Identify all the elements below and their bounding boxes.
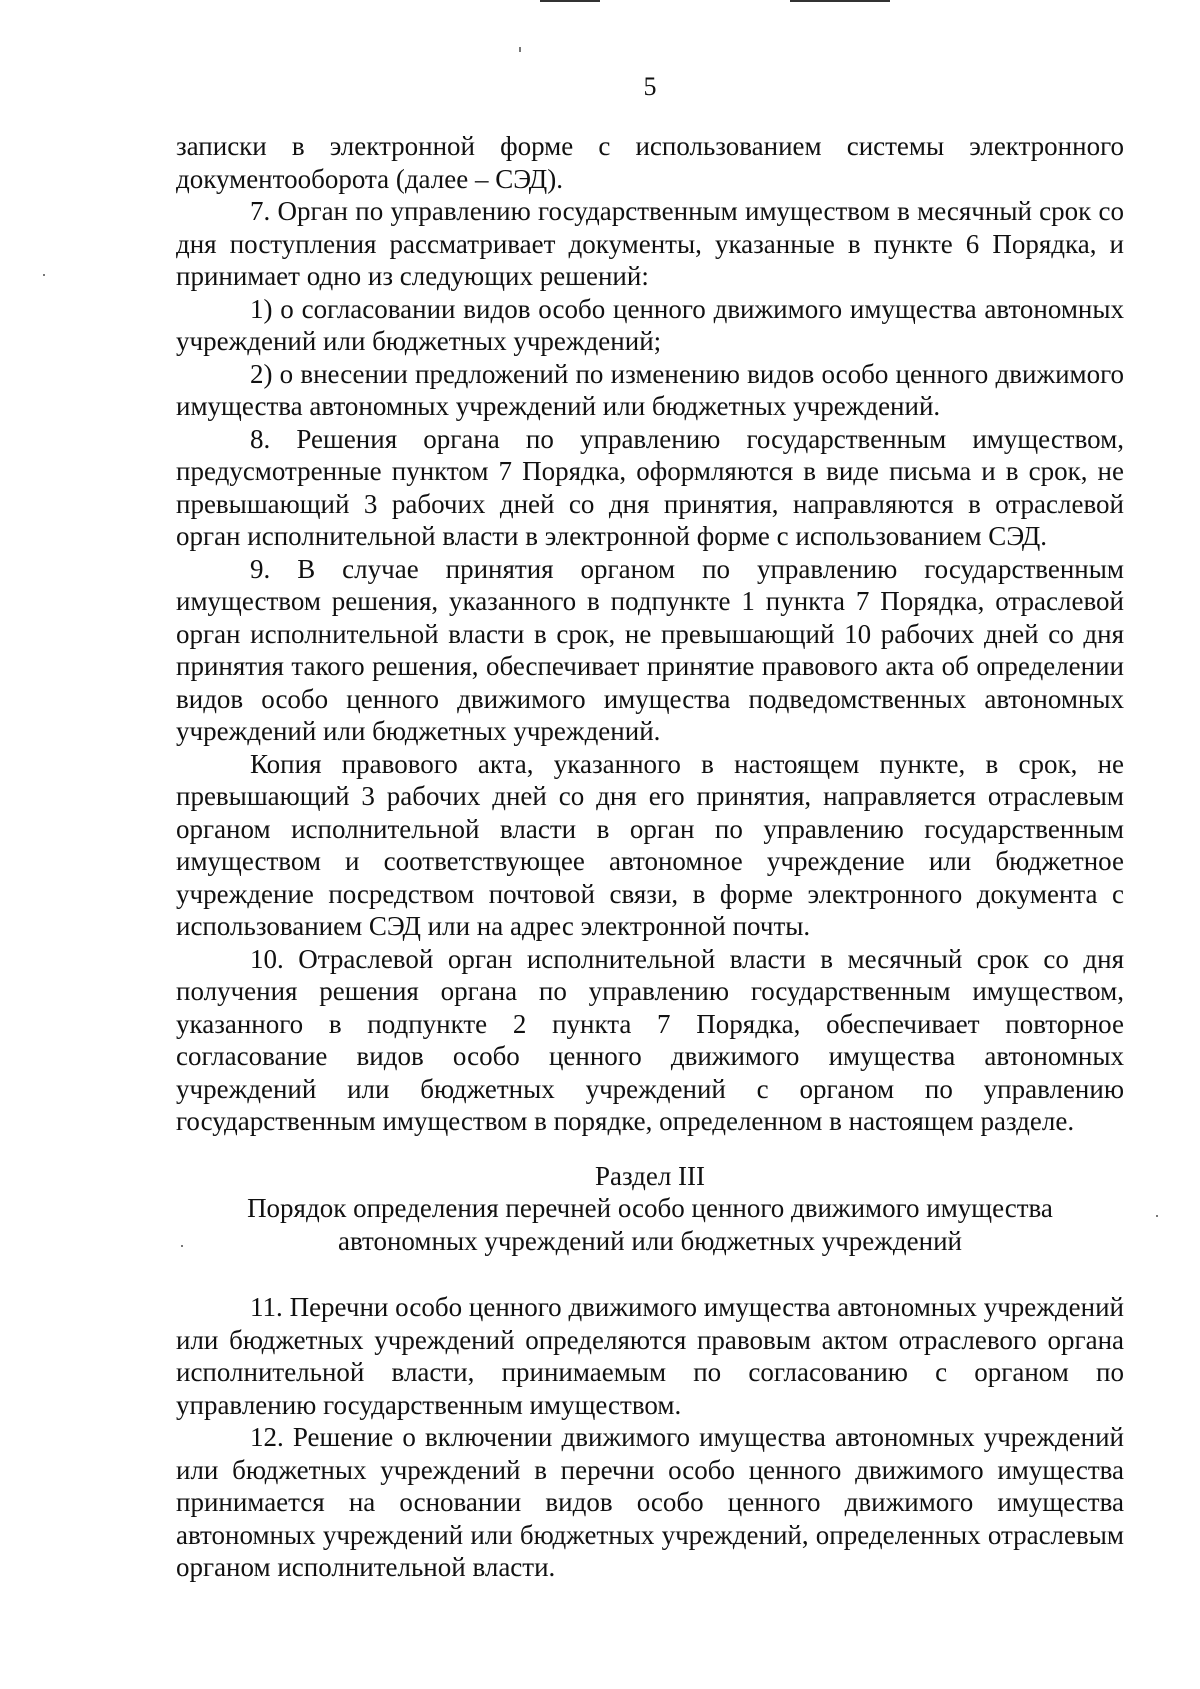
document-body bbox=[176, 130, 1124, 1584]
scan-edge-mark bbox=[540, 0, 600, 2]
section-title-line-2: автономных учреждений или бюджетных учреждений bbox=[337, 1225, 962, 1256]
section-label: Раздел III bbox=[594, 1160, 706, 1191]
page-number: 5 bbox=[643, 72, 657, 101]
paragraph-7: 7. Орган по управлению государственным имуществом в месячный срок со дня поступления рассматривает документы, указанные в пункте 6 Порядка, и принимает одно из следующих решений: bbox=[176, 196, 1124, 291]
section-title-line-1: Порядок определения перечней особо ценного движимого имущества bbox=[247, 1193, 1053, 1223]
subparagraph-7-2: 2) о внесении предложений по изменению видов особо ценного движимого имущества автономных учреждений или бюджетных учреждений. bbox=[176, 358, 1124, 421]
scan-speck bbox=[519, 47, 521, 52]
scan-speck bbox=[43, 274, 45, 276]
paragraph-8: 8. Решения органа по управлению государственным имуществом, предусмотренные пунктом 7 Порядка, оформляются в виде письма и в срок, не превышающий 3 рабочих дней со дня принятия, направляются в отраслевой орган исполнительной власти в электронной форме с использованием СЭД. bbox=[176, 423, 1124, 551]
paragraph-9: 9. В случае принятия органом по управлению государственным имуществом решения, указанного в подпункте 1 пункта 7 Порядка, отраслевой орган исполнительной власти в срок, не превышающий 10 рабочих дней со дня принятия такого решения, обеспечивает принятие правового акта об определении видов особо ценного движимого имущества подведомственных автономных учреждений или бюджетных учреждений. bbox=[176, 553, 1124, 746]
paragraph-12: 12. Решение о включении движимого имущества автономных учреждений или бюджетных учреждений в перечни особо ценного движимого имущества принимается на основании видов особо ценного движимого имущества автономных учреждений или бюджетных учреждений, определенных отраслевым органом исполнительной власти. bbox=[176, 1422, 1124, 1582]
paragraph-11: 11. Перечни особо ценного движимого имущества автономных учреждений или бюджетных учреждений определяются правовым актом отраслевого органа исполнительной власти, принимаемым по согласованию с органом по управлению государственным имуществом. bbox=[176, 1292, 1124, 1420]
scan-speck bbox=[1156, 1215, 1158, 1217]
subparagraph-7-1: 1) о согласовании видов особо ценного движимого имущества автономных учреждений или бюджетных учреждений; bbox=[176, 293, 1124, 356]
paragraph-9-copy: Копия правового акта, указанного в настоящем пункте, в срок, не превышающий 3 рабочих дней со дня его принятия, направляется отраслевым органом исполнительной власти в орган по управлению государственным имуществом и соответствующее автономное учреждение или бюджетное учреждение посредством почтовой связи, в форме электронного документа с использованием СЭД или на адрес электронной почты. bbox=[176, 748, 1124, 941]
section-heading bbox=[176, 1160, 1124, 1258]
paragraph-continuation: записки в электронной форме с использованием системы электронного документооборота (далее – СЭД). bbox=[176, 131, 1124, 194]
paragraph-10: 10. Отраслевой орган исполнительной власти в месячный срок со дня получения решения органа по управлению государственным имуществом, указанного в подпункте 2 пункта 7 Порядка, обеспечивает повторное согласование видов особо ценного движимого имущества автономных учреждений или бюджетных учреждений с органом по управлению государственным имуществом в порядке, определенном в настоящем разделе. bbox=[176, 943, 1124, 1136]
scan-edge-mark bbox=[790, 0, 890, 2]
